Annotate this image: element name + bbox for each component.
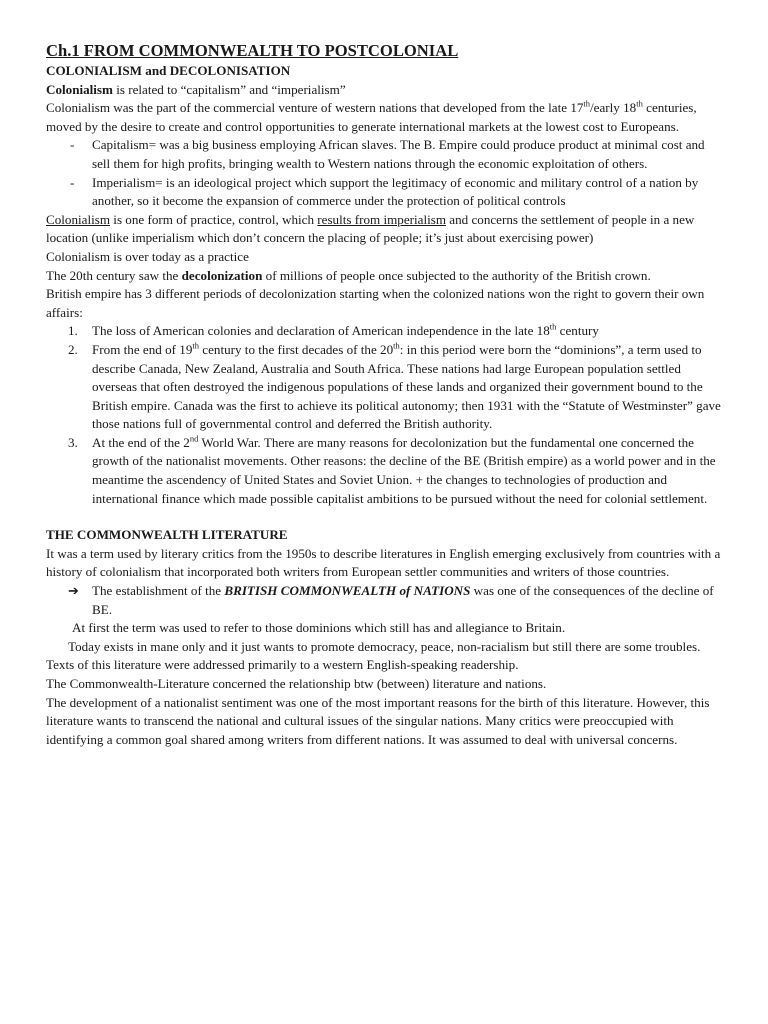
paragraph-readership: Texts of this literature were addressed primarily to a western English-speaking readership. <box>46 657 519 673</box>
paragraph-20th-century: The 20th century saw the decolonization of millions of people once subjected to the authority of the British crown. <box>46 267 651 283</box>
paragraph-decolonization-periods: British empire has 3 different periods of decolonization starting when the colonized nations won the right to govern their own affairs: <box>46 286 705 320</box>
document-page <box>46 40 726 749</box>
list-item-capitalism: - Capitalism= was a big business employing African slaves. The B. Empire could produce product at minimal cost and sell them for high profits, bringing wealth to Western nations through the economic exploitation of others. <box>70 137 705 171</box>
dash-marker: - <box>70 174 75 190</box>
arrow-right-icon: ➔ <box>68 583 79 599</box>
numbered-periods-list <box>46 322 726 508</box>
paragraph-over-today: Colonialism is over today as a practice <box>46 248 249 264</box>
paragraph-dominions: At first the term was used to refer to those dominions which still has and allegiance to Britain. <box>72 620 566 636</box>
list-item-period-2: 2. From the end of 19th century to the first decades of the 20th: in this period were born the “dominions”, a term used to describe Canada, New Zealand, Australia and South Africa. These nations had large European population settled overseas that often destroyed the indigenous populations of these lands and organized their government bound to the British empire. Canada was the first to achieve its political autonomy; then 1931 with the “Statute of Westminster” gave those nations full of governmental control and deferred the British authority. <box>68 340 721 432</box>
arrow-bullet-list <box>46 582 726 619</box>
paragraph-colonialism-practice: Colonialism is one form of practice, control, which results from imperialism and concerns the settlement of people in a new location (unlike imperialism which don’t concern the placing of people; it’s just about exercising power) <box>46 211 695 246</box>
paragraph-commonwealth-definition: It was a term used by literary critics from the 1950s to describe literatures in English emerging exclusively from countries with a history of colonialism that incorporated both writers from European settler communities and writers of those countries. <box>46 545 721 580</box>
paragraph-colonialism-intro: Colonialism is related to “capitalism” and “imperialism” <box>46 81 346 97</box>
section-heading-commonwealth: THE COMMONWEALTH LITERATURE <box>46 527 288 543</box>
bold-term-colonialism: Colonialism <box>46 81 113 97</box>
paragraph-colonialism-definition: Colonialism was the part of the commercial venture of western nations that developed from the late 17th/early 18th centuries, moved by the desire to create and control opportunities to generate international markets at the lowest cost to Europeans. <box>46 98 697 134</box>
paragraph-today: Today exists in mane only and it just wants to promote democracy, peace, non-racialism but still there are some troubles. <box>68 638 701 654</box>
section-heading-colonialism: COLONIALISM and DECOLONISATION <box>46 63 291 78</box>
paragraph-relationship: The Commonwealth-Literature concerned the relationship btw (between) literature and nations. <box>46 676 547 691</box>
list-item-imperialism: - Imperialism= is an ideological project which support the legitimacy of economic and military control of a nation by another, so it become the expansion of commerce under the protection of political controls <box>70 174 699 209</box>
page-title: Ch.1 FROM COMMONWEALTH TO POSTCOLONIAL <box>46 41 459 60</box>
dash-marker: - <box>70 137 75 153</box>
list-item-commonwealth-establishment: ➔ The establishment of the BRITISH COMMONWEALTH of NATIONS was one of the consequences of the decline of BE. <box>68 583 714 617</box>
section-gap <box>46 508 726 526</box>
paragraph-nationalist-sentiment: The development of a nationalist sentiment was one of the most important reasons for the birth of this literature. However, this literature wants to transcend the national and cultural issues of the singular nations. Many critics were preoccupied with identifying a common goal shared among writers from different nations. It was assumed to deal with universal concerns. <box>46 694 710 747</box>
list-item-period-1: 1. The loss of American colonies and declaration of American independence in the late 18th century <box>68 321 599 339</box>
list-item-period-3: 3. At the end of the 2nd World War. There are many reasons for decolonization but the fundamental one concerned the growth of the nationalist movements. Other reasons: the decline of the BE (British empire) as a world power and in the meantime the ascendency of United States and Soviet Union. + the changes to technologies of production and international finance which made possible capitalist ambitions to be pursued without the need for colonial settlement. <box>68 433 716 506</box>
dash-bullet-list <box>46 136 726 210</box>
